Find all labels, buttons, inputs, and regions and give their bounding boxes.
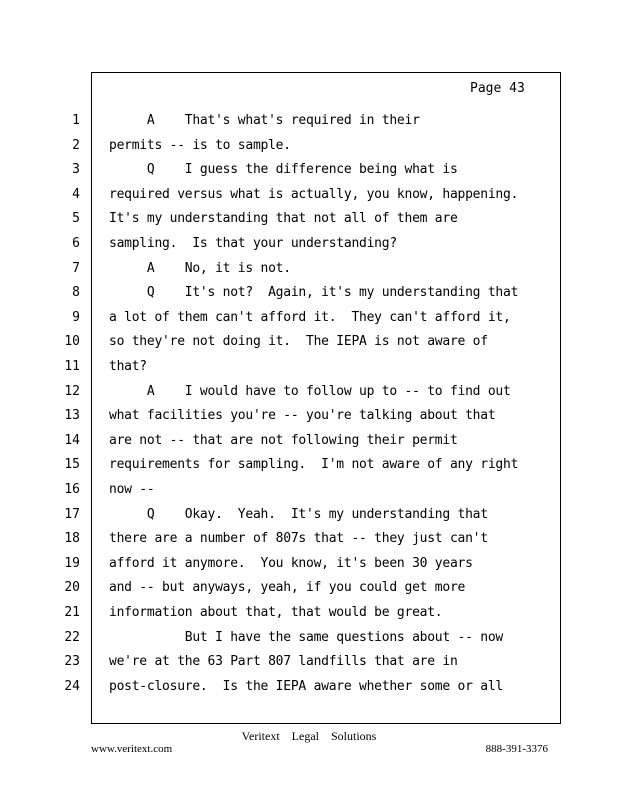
footer-phone: 888-391-3376 bbox=[485, 743, 548, 755]
line-number: 8 bbox=[72, 285, 80, 301]
line-number: 21 bbox=[64, 605, 80, 620]
transcript-line-text: required versus what is actually, you know, happening. bbox=[109, 186, 519, 202]
transcript-line-text: requirements for sampling. I'm not aware of any right bbox=[109, 457, 519, 473]
transcript-line-text: and -- but anyways, yeah, if you could get more bbox=[109, 580, 466, 596]
line-number: 4 bbox=[72, 186, 80, 202]
transcript-line-text: A No, it is not. bbox=[109, 260, 291, 276]
footer-website: www.veritext.com bbox=[91, 743, 173, 755]
transcript-line-text: afford it anymore. You know, it's been 30 years bbox=[109, 555, 473, 571]
transcript-line-text: Q Okay. Yeah. It's my understanding that bbox=[109, 506, 488, 522]
line-number: 24 bbox=[64, 678, 80, 694]
transcript-line-text: information about that, that would be great. bbox=[109, 605, 443, 620]
transcript-line-text: now -- bbox=[109, 482, 155, 497]
line-number: 18 bbox=[64, 531, 80, 547]
transcript-line-text: that? bbox=[109, 359, 147, 374]
page-number-label: Page 43 bbox=[470, 81, 525, 96]
line-number: 2 bbox=[72, 137, 80, 153]
line-number: 19 bbox=[64, 555, 80, 571]
transcript-line-text: a lot of them can't afford it. They can't afford it, bbox=[109, 309, 511, 325]
line-number: 12 bbox=[64, 383, 80, 399]
footer-company: Veritext Legal Solutions bbox=[241, 729, 377, 743]
line-number: 17 bbox=[64, 506, 80, 522]
transcript-line-text: we're at the 63 Part 807 landfills that are in bbox=[109, 654, 458, 670]
line-number: 6 bbox=[72, 236, 80, 251]
transcript-line-text: permits -- is to sample. bbox=[109, 137, 291, 153]
transcript-line-text: Q I guess the difference being what is bbox=[109, 162, 458, 178]
line-number: 9 bbox=[72, 309, 80, 325]
transcript-line-text: A I would have to follow up to -- to find out bbox=[109, 383, 511, 399]
line-number: 22 bbox=[64, 629, 80, 645]
transcript-line-text: there are a number of 807s that -- they just can't bbox=[109, 531, 488, 547]
transcript-line-text: Q It's not? Again, it's my understanding that bbox=[109, 285, 519, 301]
transcript-line-text: But I have the same questions about -- now bbox=[109, 629, 503, 645]
transcript-line-text: are not -- that are not following their permit bbox=[109, 432, 458, 448]
line-number: 15 bbox=[64, 457, 80, 473]
transcript-line-text: sampling. Is that your understanding? bbox=[109, 236, 397, 251]
transcript-line-text: what facilities you're -- you're talking about that bbox=[109, 408, 496, 424]
line-number: 3 bbox=[72, 162, 80, 178]
line-number: 23 bbox=[64, 654, 80, 670]
line-number: 13 bbox=[64, 408, 80, 424]
transcript-line-text: so they're not doing it. The IEPA is not aware of bbox=[109, 334, 488, 350]
line-number: 5 bbox=[72, 211, 80, 227]
line-number: 10 bbox=[64, 334, 80, 350]
transcript-line-text: post-closure. Is the IEPA aware whether some or all bbox=[109, 678, 503, 694]
line-number: 16 bbox=[64, 482, 80, 497]
transcript-line-text: It's my understanding that not all of them are bbox=[109, 211, 458, 227]
transcript-line-text: A That's what's required in their bbox=[109, 113, 420, 128]
line-number: 20 bbox=[64, 580, 80, 596]
line-number: 7 bbox=[72, 260, 80, 276]
line-number: 14 bbox=[64, 432, 80, 448]
line-number: 11 bbox=[64, 359, 80, 374]
line-number: 1 bbox=[72, 113, 80, 128]
